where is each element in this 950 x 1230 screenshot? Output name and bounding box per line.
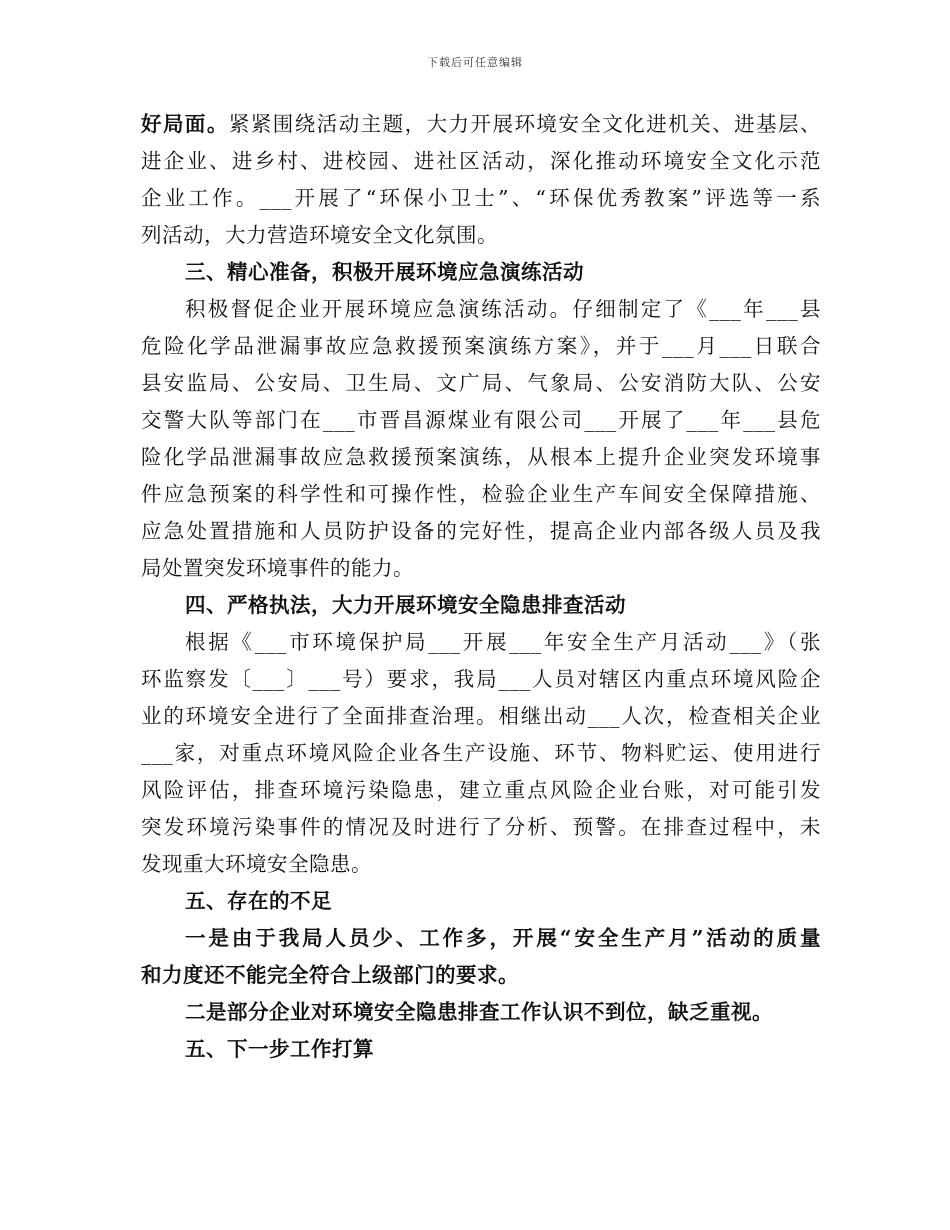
text-segment: 交警大队等部门在___市晋昌源煤业有限公司___开展了___年___县危 [141,408,821,432]
page-header: 下载后可任意编辑 [427,56,523,69]
text-line [141,439,821,476]
text-line [141,402,821,439]
text-segment: 根据《___市环境保护局___开展___年安全生产月活动___》（张 [185,630,821,654]
text-line [141,106,821,143]
text-segment: 风险评估，排查环境污染隐患，建立重点风险企业台账，对可能引发 [141,778,821,802]
text-segment: 局处置突发环境事件的能力。 [141,556,414,580]
text-segment: 环监察发〔___〕___号）要求，我局___人员对辖区内重点环境风险企 [141,667,821,691]
text-segment: 危险化学品泄漏事故应急救援预案演练方案》，并于___月___日联合 [141,334,821,358]
text-line [141,920,821,957]
text-line [141,143,821,180]
text-segment: 险化学品泄漏事故应急救援预案演练，从根本上提升企业突发环境事 [141,445,821,469]
text-segment: 县安监局、公安局、卫生局、文广局、气象局、公安消防大队、公安 [141,371,821,395]
text-segment: 进企业、进乡村、进校园、进社区活动，深化推动环境安全文化示范 [141,149,821,173]
text-line [141,809,821,846]
text-line [141,550,821,587]
section-heading: 四、严格执法，大力开展环境安全隐患排查活动 [185,593,626,617]
text-line [141,291,821,328]
paragraph [141,994,821,1031]
document-body [141,106,821,1068]
text-line [141,365,821,402]
text-line [141,624,821,661]
text-line [141,772,821,809]
text-segment: 好局面。 [141,112,229,136]
text-line [141,328,821,365]
paragraph [141,106,821,254]
text-segment: 积极督促企业开展环境应急演练活动。仔细制定了《___年___县 [185,297,821,321]
text-segment: 一是由于我局人员少、工作多，开展“安全生产月”活动的质量 [185,926,821,950]
paragraph [141,291,821,587]
text-segment: 列活动，大力营造环境安全文化氛围。 [141,223,498,247]
paragraph [141,920,821,994]
text-line [141,217,821,254]
text-segment: 和力度还不能完全符合上级部门的要求。 [141,963,519,987]
section-heading: 五、下一步工作打算 [185,1037,374,1061]
text-segment: 发现重大环境安全隐患。 [141,852,372,876]
section-heading: 三、精心准备，积极开展环境应急演练活动 [185,260,584,284]
text-segment: 突发环境污染事件的情况及时进行了分析、预警。在排查过程中，未 [141,815,821,839]
text-segment: 件应急预案的科学性和可操作性，检验企业生产车间安全保障措施、 [141,482,821,506]
text-segment: 业的环境安全进行了全面排查治理。相继出动___人次，检查相关企业 [141,704,821,728]
paragraph [141,624,821,883]
text-line [141,698,821,735]
text-line [141,513,821,550]
text-segment: 企业工作。___开展了“环保小卫士”、“环保优秀教案”评选等一系 [141,186,821,210]
text-line [141,661,821,698]
section-heading: 五、存在的不足 [185,889,332,913]
text-line [141,957,821,994]
text-line [141,180,821,217]
text-line [141,735,821,772]
text-segment: 二是部分企业对环境安全隐患排查工作认识不到位，缺乏重视。 [185,1000,773,1024]
text-segment: ___家，对重点环境风险企业各生产设施、环节、物料贮运、使用进行 [141,741,821,765]
text-segment: 应急处置措施和人员防护设备的完好性，提高企业内部各级人员及我 [141,519,821,543]
text-line [141,476,821,513]
text-segment: 紧紧围绕活动主题，大力开展环境安全文化进机关、进基层、 [228,112,821,136]
text-line [141,994,821,1031]
text-line [141,846,821,883]
